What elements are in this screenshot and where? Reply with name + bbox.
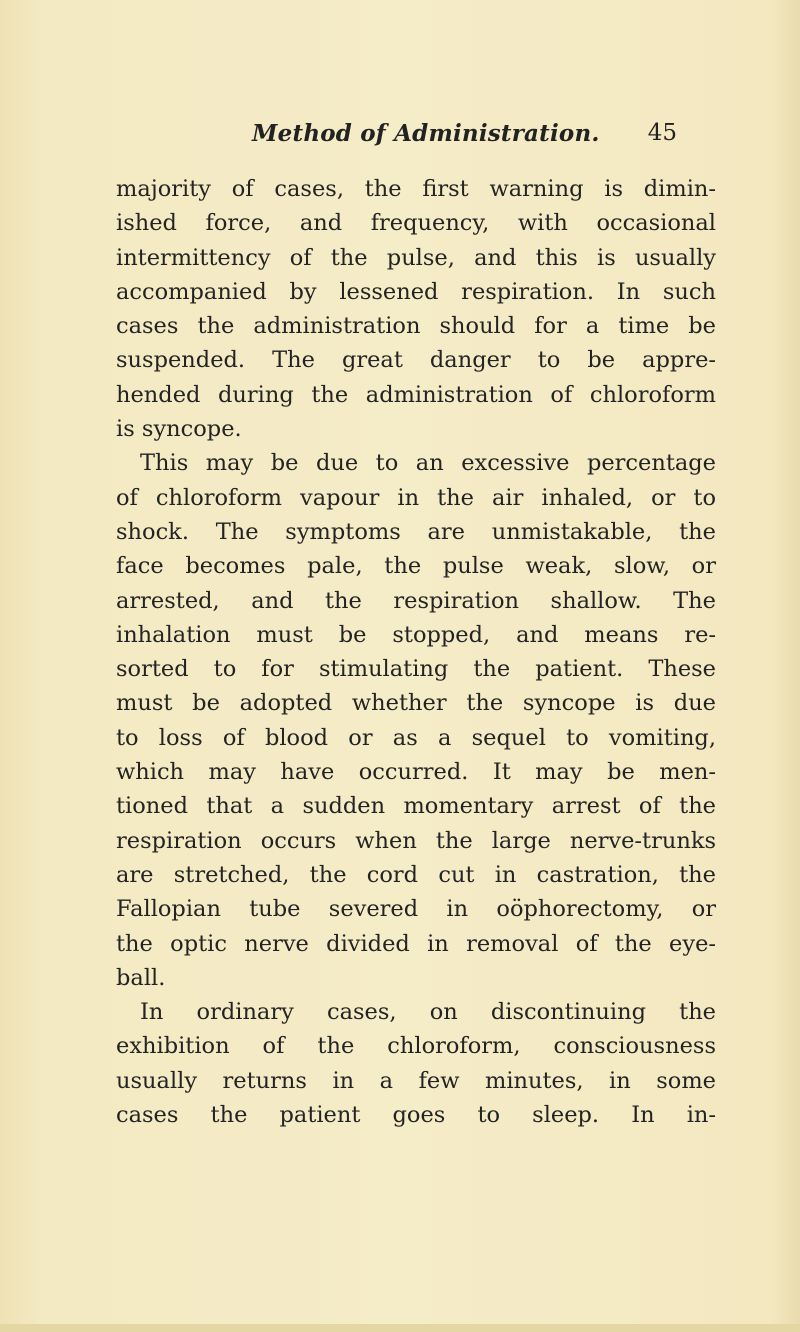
text-line: sorted to for stimulating the patient. These: [116, 656, 716, 683]
text-line: are stretched, the cord cut in castration, the: [116, 861, 716, 888]
text-line: cases the administration should for a time be: [116, 313, 716, 340]
text-line: to loss of blood or as a sequel to vomiting,: [116, 724, 716, 751]
text-line: intermittency of the pulse, and this is usually: [116, 244, 716, 271]
text-line: inhalation must be stopped, and means re-: [116, 621, 716, 648]
text-line: In ordinary cases, on discontinuing the: [140, 999, 716, 1026]
text-line: the optic nerve divided in removal of the eye-: [116, 930, 716, 957]
text-line: exhibition of the chloroform, consciousness: [116, 1033, 716, 1060]
text-line: ball.: [116, 964, 166, 991]
text-line: which may have occurred. It may be men-: [116, 759, 716, 786]
text-line: respiration occurs when the large nerve-trunks: [116, 827, 716, 854]
text-line: must be adopted whether the syncope is due: [116, 690, 716, 717]
text-line: cases the patient goes to sleep. In in-: [116, 1102, 716, 1129]
text-line: face becomes pale, the pulse weak, slow, or: [116, 553, 716, 580]
text-line: majority of cases, the first warning is dimin-: [116, 176, 716, 202]
text-line: tioned that a sudden momentary arrest of the: [116, 793, 716, 820]
text-line: This may be due to an excessive percentage: [140, 450, 716, 477]
text-line: hended during the administration of chloroform: [116, 381, 716, 408]
text-line: suspended. The great danger to be appre-: [116, 347, 716, 374]
paragraph-2: [116, 446, 716, 995]
paragraph-3: [116, 995, 716, 1132]
paragraph-1: [116, 172, 716, 446]
text-line: accompanied by lessened respiration. In such: [116, 278, 716, 305]
text-line: usually returns in a few minutes, in some: [116, 1067, 716, 1094]
page-bottom-edge: [0, 1324, 800, 1332]
text-line: arrested, and the respiration shallow. The: [116, 587, 716, 614]
text-line: of chloroform vapour in the air inhaled, or to: [116, 484, 716, 511]
text-line: is syncope.: [116, 416, 242, 443]
body-text: [116, 172, 716, 1132]
text-line: Fallopian tube severed in oöphorectomy, or: [116, 896, 716, 923]
running-title: Method of Administration.: [252, 120, 600, 147]
text-line: shock. The symptoms are unmistakable, the: [116, 518, 716, 545]
running-head: [252, 120, 677, 160]
text-line: ished force, and frequency, with occasional: [116, 210, 716, 237]
page-number: 45: [647, 120, 677, 146]
